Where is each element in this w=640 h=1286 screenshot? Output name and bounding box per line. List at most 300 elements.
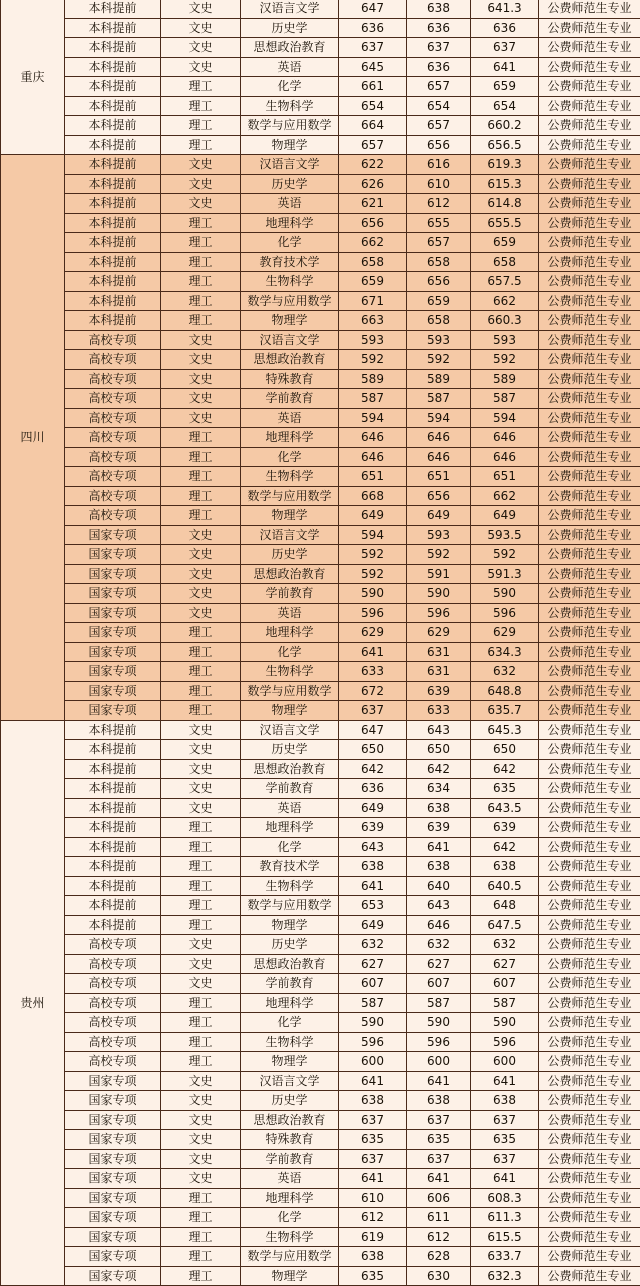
min-score-cell: 634 xyxy=(407,779,471,799)
max-score-cell: 632 xyxy=(339,935,407,955)
remark-cell: 公费师范生专业 xyxy=(539,467,640,487)
min-score-cell: 612 xyxy=(407,1227,471,1247)
remark-cell: 公费师范生专业 xyxy=(539,876,640,896)
category-cell: 文史 xyxy=(161,1169,241,1189)
table-row xyxy=(1,701,640,721)
min-score-cell: 656 xyxy=(407,486,471,506)
min-score-cell: 638 xyxy=(407,1091,471,1111)
batch-cell: 本科提前 xyxy=(65,818,161,838)
table-row xyxy=(1,1149,640,1169)
major-cell: 地理科学 xyxy=(241,428,339,448)
remark-cell: 公费师范生专业 xyxy=(539,954,640,974)
category-cell: 文史 xyxy=(161,0,241,18)
max-score-cell: 639 xyxy=(339,818,407,838)
batch-cell: 国家专项 xyxy=(65,584,161,604)
major-cell: 思想政治教育 xyxy=(241,1110,339,1130)
category-cell: 文史 xyxy=(161,350,241,370)
min-score-cell: 657 xyxy=(407,77,471,97)
min-score-cell: 631 xyxy=(407,662,471,682)
remark-cell: 公费师范生专业 xyxy=(539,57,640,77)
category-cell: 理工 xyxy=(161,135,241,155)
avg-score-cell: 659 xyxy=(471,77,539,97)
remark-cell: 公费师范生专业 xyxy=(539,174,640,194)
category-cell: 理工 xyxy=(161,993,241,1013)
avg-score-cell: 635 xyxy=(471,1130,539,1150)
major-cell: 英语 xyxy=(241,1169,339,1189)
avg-score-cell: 619.3 xyxy=(471,155,539,175)
table-row xyxy=(1,38,640,58)
min-score-cell: 593 xyxy=(407,525,471,545)
batch-cell: 本科提前 xyxy=(65,96,161,116)
avg-score-cell: 635 xyxy=(471,779,539,799)
max-score-cell: 658 xyxy=(339,252,407,272)
batch-cell: 本科提前 xyxy=(65,857,161,877)
batch-cell: 国家专项 xyxy=(65,1071,161,1091)
major-cell: 化学 xyxy=(241,77,339,97)
major-cell: 思想政治教育 xyxy=(241,350,339,370)
min-score-cell: 638 xyxy=(407,798,471,818)
avg-score-cell: 662 xyxy=(471,291,539,311)
major-cell: 汉语言文学 xyxy=(241,0,339,18)
table-row xyxy=(1,506,640,526)
max-score-cell: 596 xyxy=(339,1032,407,1052)
category-cell: 文史 xyxy=(161,330,241,350)
major-cell: 生物科学 xyxy=(241,662,339,682)
table-row xyxy=(1,1032,640,1052)
batch-cell: 国家专项 xyxy=(65,525,161,545)
avg-score-cell: 647.5 xyxy=(471,915,539,935)
batch-cell: 本科提前 xyxy=(65,38,161,58)
max-score-cell: 646 xyxy=(339,447,407,467)
category-cell: 文史 xyxy=(161,38,241,58)
table-row xyxy=(1,662,640,682)
category-cell: 理工 xyxy=(161,1266,241,1286)
major-cell: 英语 xyxy=(241,798,339,818)
table-row xyxy=(1,857,640,877)
min-score-cell: 636 xyxy=(407,57,471,77)
remark-cell: 公费师范生专业 xyxy=(539,974,640,994)
avg-score-cell: 632 xyxy=(471,662,539,682)
major-cell: 化学 xyxy=(241,642,339,662)
batch-cell: 高校专项 xyxy=(65,954,161,974)
category-cell: 理工 xyxy=(161,837,241,857)
avg-score-cell: 640.5 xyxy=(471,876,539,896)
batch-cell: 国家专项 xyxy=(65,1208,161,1228)
category-cell: 理工 xyxy=(161,1013,241,1033)
remark-cell: 公费师范生专业 xyxy=(539,896,640,916)
max-score-cell: 592 xyxy=(339,350,407,370)
remark-cell: 公费师范生专业 xyxy=(539,447,640,467)
avg-score-cell: 655.5 xyxy=(471,213,539,233)
batch-cell: 国家专项 xyxy=(65,662,161,682)
remark-cell: 公费师范生专业 xyxy=(539,18,640,38)
batch-cell: 本科提前 xyxy=(65,135,161,155)
table-row xyxy=(1,155,640,175)
table-row xyxy=(1,896,640,916)
max-score-cell: 637 xyxy=(339,701,407,721)
table-row xyxy=(1,720,640,740)
avg-score-cell: 632.3 xyxy=(471,1266,539,1286)
category-cell: 理工 xyxy=(161,1052,241,1072)
avg-score-cell: 643.5 xyxy=(471,798,539,818)
min-score-cell: 641 xyxy=(407,1169,471,1189)
table-row xyxy=(1,447,640,467)
table-row xyxy=(1,77,640,97)
table-row xyxy=(1,408,640,428)
category-cell: 理工 xyxy=(161,291,241,311)
major-cell: 化学 xyxy=(241,1208,339,1228)
avg-score-cell: 627 xyxy=(471,954,539,974)
batch-cell: 本科提前 xyxy=(65,759,161,779)
min-score-cell: 637 xyxy=(407,1149,471,1169)
min-score-cell: 651 xyxy=(407,467,471,487)
remark-cell: 公费师范生专业 xyxy=(539,701,640,721)
table-row xyxy=(1,935,640,955)
avg-score-cell: 645.3 xyxy=(471,720,539,740)
table-row xyxy=(1,1110,640,1130)
batch-cell: 高校专项 xyxy=(65,486,161,506)
table-row xyxy=(1,1091,640,1111)
batch-cell: 国家专项 xyxy=(65,1169,161,1189)
min-score-cell: 596 xyxy=(407,1032,471,1052)
max-score-cell: 600 xyxy=(339,1052,407,1072)
category-cell: 文史 xyxy=(161,174,241,194)
avg-score-cell: 592 xyxy=(471,545,539,565)
table-row xyxy=(1,876,640,896)
major-cell: 英语 xyxy=(241,57,339,77)
category-cell: 理工 xyxy=(161,252,241,272)
min-score-cell: 594 xyxy=(407,408,471,428)
remark-cell: 公费师范生专业 xyxy=(539,272,640,292)
min-score-cell: 643 xyxy=(407,720,471,740)
remark-cell: 公费师范生专业 xyxy=(539,77,640,97)
table-row xyxy=(1,564,640,584)
max-score-cell: 621 xyxy=(339,194,407,214)
table-row xyxy=(1,759,640,779)
batch-cell: 本科提前 xyxy=(65,915,161,935)
table-row xyxy=(1,1169,640,1189)
remark-cell: 公费师范生专业 xyxy=(539,720,640,740)
category-cell: 文史 xyxy=(161,1130,241,1150)
table-row xyxy=(1,174,640,194)
avg-score-cell: 633.7 xyxy=(471,1247,539,1267)
min-score-cell: 629 xyxy=(407,623,471,643)
table-row xyxy=(1,467,640,487)
table-row xyxy=(1,116,640,136)
category-cell: 文史 xyxy=(161,57,241,77)
remark-cell: 公费师范生专业 xyxy=(539,1247,640,1267)
max-score-cell: 622 xyxy=(339,155,407,175)
table-row xyxy=(1,1052,640,1072)
batch-cell: 高校专项 xyxy=(65,1032,161,1052)
remark-cell: 公费师范生专业 xyxy=(539,584,640,604)
max-score-cell: 592 xyxy=(339,564,407,584)
major-cell: 物理学 xyxy=(241,1266,339,1286)
remark-cell: 公费师范生专业 xyxy=(539,1208,640,1228)
table-row xyxy=(1,291,640,311)
category-cell: 文史 xyxy=(161,1071,241,1091)
table-row xyxy=(1,681,640,701)
remark-cell: 公费师范生专业 xyxy=(539,1169,640,1189)
max-score-cell: 638 xyxy=(339,1247,407,1267)
major-cell: 学前教育 xyxy=(241,1149,339,1169)
batch-cell: 国家专项 xyxy=(65,1247,161,1267)
category-cell: 文史 xyxy=(161,389,241,409)
remark-cell: 公费师范生专业 xyxy=(539,681,640,701)
avg-score-cell: 639 xyxy=(471,818,539,838)
min-score-cell: 659 xyxy=(407,291,471,311)
category-cell: 理工 xyxy=(161,96,241,116)
avg-score-cell: 656.5 xyxy=(471,135,539,155)
category-cell: 理工 xyxy=(161,623,241,643)
remark-cell: 公费师范生专业 xyxy=(539,662,640,682)
category-cell: 理工 xyxy=(161,447,241,467)
category-cell: 文史 xyxy=(161,18,241,38)
table-row xyxy=(1,389,640,409)
remark-cell: 公费师范生专业 xyxy=(539,740,640,760)
table-row xyxy=(1,369,640,389)
max-score-cell: 671 xyxy=(339,291,407,311)
category-cell: 理工 xyxy=(161,233,241,253)
avg-score-cell: 657.5 xyxy=(471,272,539,292)
min-score-cell: 657 xyxy=(407,233,471,253)
remark-cell: 公费师范生专业 xyxy=(539,935,640,955)
table-row xyxy=(1,584,640,604)
batch-cell: 高校专项 xyxy=(65,935,161,955)
category-cell: 文史 xyxy=(161,1110,241,1130)
table-row xyxy=(1,272,640,292)
category-cell: 理工 xyxy=(161,1208,241,1228)
major-cell: 地理科学 xyxy=(241,623,339,643)
category-cell: 文史 xyxy=(161,720,241,740)
province-cell: 贵州 xyxy=(1,720,65,1286)
batch-cell: 本科提前 xyxy=(65,213,161,233)
remark-cell: 公费师范生专业 xyxy=(539,1013,640,1033)
table-row xyxy=(1,350,640,370)
batch-cell: 本科提前 xyxy=(65,194,161,214)
table-row xyxy=(1,428,640,448)
batch-cell: 国家专项 xyxy=(65,701,161,721)
max-score-cell: 610 xyxy=(339,1188,407,1208)
batch-cell: 高校专项 xyxy=(65,330,161,350)
avg-score-cell: 660.2 xyxy=(471,116,539,136)
batch-cell: 国家专项 xyxy=(65,1091,161,1111)
batch-cell: 本科提前 xyxy=(65,876,161,896)
province-cell: 四川 xyxy=(1,155,65,721)
major-cell: 地理科学 xyxy=(241,1188,339,1208)
max-score-cell: 612 xyxy=(339,1208,407,1228)
batch-cell: 本科提前 xyxy=(65,798,161,818)
min-score-cell: 610 xyxy=(407,174,471,194)
category-cell: 理工 xyxy=(161,486,241,506)
max-score-cell: 657 xyxy=(339,135,407,155)
category-cell: 理工 xyxy=(161,506,241,526)
min-score-cell: 638 xyxy=(407,0,471,18)
max-score-cell: 590 xyxy=(339,584,407,604)
remark-cell: 公费师范生专业 xyxy=(539,506,640,526)
remark-cell: 公费师范生专业 xyxy=(539,350,640,370)
max-score-cell: 627 xyxy=(339,954,407,974)
remark-cell: 公费师范生专业 xyxy=(539,0,640,18)
min-score-cell: 590 xyxy=(407,1013,471,1033)
max-score-cell: 596 xyxy=(339,603,407,623)
major-cell: 化学 xyxy=(241,233,339,253)
category-cell: 文史 xyxy=(161,525,241,545)
avg-score-cell: 641.3 xyxy=(471,0,539,18)
major-cell: 数学与应用数学 xyxy=(241,681,339,701)
max-score-cell: 643 xyxy=(339,837,407,857)
max-score-cell: 637 xyxy=(339,1110,407,1130)
batch-cell: 本科提前 xyxy=(65,311,161,331)
major-cell: 生物科学 xyxy=(241,876,339,896)
major-cell: 历史学 xyxy=(241,1091,339,1111)
major-cell: 物理学 xyxy=(241,915,339,935)
min-score-cell: 631 xyxy=(407,642,471,662)
batch-cell: 本科提前 xyxy=(65,740,161,760)
max-score-cell: 649 xyxy=(339,915,407,935)
remark-cell: 公费师范生专业 xyxy=(539,779,640,799)
batch-cell: 高校专项 xyxy=(65,389,161,409)
major-cell: 数学与应用数学 xyxy=(241,291,339,311)
remark-cell: 公费师范生专业 xyxy=(539,564,640,584)
avg-score-cell: 589 xyxy=(471,369,539,389)
category-cell: 理工 xyxy=(161,1188,241,1208)
table-row xyxy=(1,0,640,18)
min-score-cell: 636 xyxy=(407,18,471,38)
major-cell: 化学 xyxy=(241,837,339,857)
category-cell: 文史 xyxy=(161,935,241,955)
category-cell: 文史 xyxy=(161,740,241,760)
remark-cell: 公费师范生专业 xyxy=(539,1266,640,1286)
major-cell: 化学 xyxy=(241,1013,339,1033)
avg-score-cell: 635.7 xyxy=(471,701,539,721)
min-score-cell: 630 xyxy=(407,1266,471,1286)
avg-score-cell: 634.3 xyxy=(471,642,539,662)
table-row xyxy=(1,603,640,623)
max-score-cell: 661 xyxy=(339,77,407,97)
batch-cell: 本科提前 xyxy=(65,174,161,194)
min-score-cell: 658 xyxy=(407,252,471,272)
avg-score-cell: 593 xyxy=(471,330,539,350)
table-row xyxy=(1,993,640,1013)
max-score-cell: 651 xyxy=(339,467,407,487)
min-score-cell: 628 xyxy=(407,1247,471,1267)
category-cell: 理工 xyxy=(161,272,241,292)
category-cell: 理工 xyxy=(161,662,241,682)
table-row xyxy=(1,18,640,38)
max-score-cell: 633 xyxy=(339,662,407,682)
batch-cell: 国家专项 xyxy=(65,545,161,565)
table-row xyxy=(1,837,640,857)
category-cell: 理工 xyxy=(161,116,241,136)
max-score-cell: 590 xyxy=(339,1013,407,1033)
category-cell: 理工 xyxy=(161,896,241,916)
avg-score-cell: 615.3 xyxy=(471,174,539,194)
major-cell: 物理学 xyxy=(241,506,339,526)
batch-cell: 高校专项 xyxy=(65,428,161,448)
min-score-cell: 593 xyxy=(407,330,471,350)
min-score-cell: 632 xyxy=(407,935,471,955)
category-cell: 理工 xyxy=(161,1247,241,1267)
table-row xyxy=(1,954,640,974)
max-score-cell: 659 xyxy=(339,272,407,292)
max-score-cell: 663 xyxy=(339,311,407,331)
major-cell: 地理科学 xyxy=(241,213,339,233)
major-cell: 物理学 xyxy=(241,1052,339,1072)
batch-cell: 本科提前 xyxy=(65,272,161,292)
max-score-cell: 636 xyxy=(339,18,407,38)
max-score-cell: 638 xyxy=(339,1091,407,1111)
remark-cell: 公费师范生专业 xyxy=(539,1052,640,1072)
remark-cell: 公费师范生专业 xyxy=(539,1110,640,1130)
max-score-cell: 635 xyxy=(339,1130,407,1150)
batch-cell: 国家专项 xyxy=(65,623,161,643)
major-cell: 特殊教育 xyxy=(241,1130,339,1150)
table-row xyxy=(1,1013,640,1033)
max-score-cell: 587 xyxy=(339,993,407,1013)
major-cell: 物理学 xyxy=(241,311,339,331)
major-cell: 英语 xyxy=(241,408,339,428)
major-cell: 生物科学 xyxy=(241,467,339,487)
major-cell: 教育技术学 xyxy=(241,252,339,272)
category-cell: 理工 xyxy=(161,1227,241,1247)
avg-score-cell: 648.8 xyxy=(471,681,539,701)
avg-score-cell: 637 xyxy=(471,1110,539,1130)
max-score-cell: 662 xyxy=(339,233,407,253)
batch-cell: 本科提前 xyxy=(65,18,161,38)
remark-cell: 公费师范生专业 xyxy=(539,116,640,136)
category-cell: 理工 xyxy=(161,701,241,721)
major-cell: 生物科学 xyxy=(241,1227,339,1247)
batch-cell: 高校专项 xyxy=(65,408,161,428)
major-cell: 生物科学 xyxy=(241,272,339,292)
avg-score-cell: 615.5 xyxy=(471,1227,539,1247)
avg-score-cell: 637 xyxy=(471,1149,539,1169)
category-cell: 文史 xyxy=(161,954,241,974)
batch-cell: 本科提前 xyxy=(65,155,161,175)
major-cell: 历史学 xyxy=(241,18,339,38)
table-row xyxy=(1,915,640,935)
avg-score-cell: 600 xyxy=(471,1052,539,1072)
major-cell: 学前教育 xyxy=(241,584,339,604)
table-row xyxy=(1,1227,640,1247)
major-cell: 思想政治教育 xyxy=(241,38,339,58)
major-cell: 思想政治教育 xyxy=(241,759,339,779)
avg-score-cell: 641 xyxy=(471,1169,539,1189)
avg-score-cell: 590 xyxy=(471,1013,539,1033)
batch-cell: 高校专项 xyxy=(65,993,161,1013)
major-cell: 数学与应用数学 xyxy=(241,486,339,506)
batch-cell: 本科提前 xyxy=(65,252,161,272)
major-cell: 数学与应用数学 xyxy=(241,116,339,136)
major-cell: 学前教育 xyxy=(241,974,339,994)
remark-cell: 公费师范生专业 xyxy=(539,252,640,272)
min-score-cell: 637 xyxy=(407,1110,471,1130)
major-cell: 物理学 xyxy=(241,701,339,721)
remark-cell: 公费师范生专业 xyxy=(539,291,640,311)
max-score-cell: 646 xyxy=(339,428,407,448)
min-score-cell: 600 xyxy=(407,1052,471,1072)
major-cell: 历史学 xyxy=(241,174,339,194)
major-cell: 汉语言文学 xyxy=(241,330,339,350)
table-row xyxy=(1,96,640,116)
major-cell: 思想政治教育 xyxy=(241,564,339,584)
avg-score-cell: 593.5 xyxy=(471,525,539,545)
avg-score-cell: 641 xyxy=(471,57,539,77)
remark-cell: 公费师范生专业 xyxy=(539,1032,640,1052)
major-cell: 数学与应用数学 xyxy=(241,896,339,916)
avg-score-cell: 642 xyxy=(471,759,539,779)
